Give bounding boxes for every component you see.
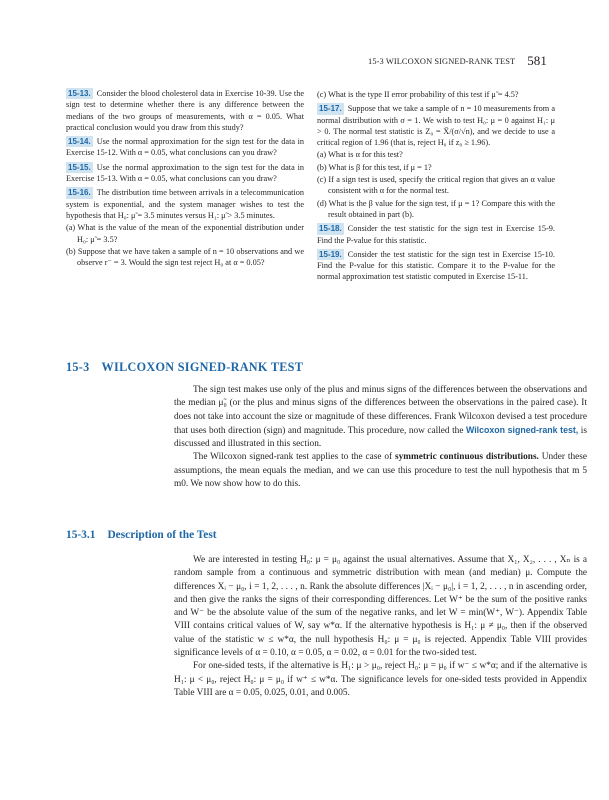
exercise-15-16 — [66, 187, 304, 268]
exercise-part: (d) What is the β value for the sign test, if μ = 1? Compare this with the result obtained in part (b). — [317, 198, 555, 219]
exercise-number: 15-18. — [319, 224, 342, 234]
section-number: 15-3 — [66, 360, 90, 374]
exercise-number: 15-14. — [68, 137, 91, 147]
exercise-15-17 — [317, 103, 555, 220]
exercise-part: (b) Suppose that we have taken a sample of n = 10 observations and we observe r⁻ = 3. Would the sign test reject H₀ at α = 0.05? — [66, 246, 304, 268]
exercise-text: Consider the test statistic for the sign test in Exercise 15-9. Find the P-value for this statistic. — [317, 224, 555, 245]
section-title: WILCOXON SIGNED-RANK TEST — [101, 360, 304, 374]
exercise-part: (a) What is the value of the mean of the exponential distribution under H₀: μ̃ = 3.5? — [66, 223, 304, 244]
exercise-text: Use the normal approximation to the sign test for the data in Exercise 15-13. With α = 0.05, what conclusions can you draw? — [66, 162, 304, 184]
exercise-15-18 — [317, 223, 555, 246]
exercise-part: (c) If a sign test is used, specify the critical region that gives an α value consistent with α for the normal test. — [317, 175, 555, 196]
exercise-number: 15-19. — [319, 249, 342, 259]
running-head-title: 15-3 WILCOXON SIGNED-RANK TEST — [368, 57, 516, 66]
paragraph-text: Under these assumptions, the mean equals the median, and we can use this procedure to test the null hypothesis that m 5 m0. We now show how to do this. — [174, 452, 587, 490]
exercise-part: (b) What is β for this test, if μ = 1? — [317, 162, 432, 172]
subsection-title: Description of the Test — [107, 529, 217, 541]
section-heading — [66, 360, 303, 375]
exercise-number: 15-16. — [68, 188, 91, 198]
exercises-right-column — [317, 88, 555, 286]
exercise-text: Consider the blood cholesterol data in Exercise 10-39. Use the sign test to determine whether there is any difference between the medians of the two groups of measurements, with α = 0.05. What practical conclusion would you draw from this study? — [66, 89, 304, 132]
exercise-text: The distribution time between arrivals in a telecommunication system is exponential, and the system manager wishes to test the hypothesis that H₀: μ̃ = 3.5 minutes versus H₁: μ̃ > 3.5 minutes. — [66, 188, 304, 220]
exercise-15-13 — [66, 88, 304, 133]
section-body — [174, 384, 587, 491]
exercise-number: 15-17. — [319, 104, 342, 114]
section-paragraph-1 — [174, 384, 587, 451]
exercise-text: Use the normal approximation for the sign test for the data in Exercise 15-12. With α = 0.05, what conclusions can you draw? — [66, 137, 304, 158]
exercises-left-column — [66, 88, 304, 271]
exercise-15-16-part-c — [317, 89, 555, 100]
keyword-symmetric-continuous: symmetric continuous distributions. — [394, 452, 539, 463]
keyword-wilcoxon-signed-rank: Wilcoxon signed-rank test, — [465, 424, 579, 435]
section-paragraph-2 — [174, 451, 587, 491]
paragraph-text: The sign test makes use only of the plus and minus signs of the differences between the observations and the median μ̃₀ (or the plus and minus signs of the differences between the observations in the paired case). It does not take into account the size or magnitude of these differences. Frank Wilcoxon devised a test procedure that uses both direction (sign) and magnitude. This procedure, now called the — [174, 385, 587, 436]
page-number: 581 — [527, 53, 547, 68]
subsection-body — [174, 554, 587, 700]
paragraph-text: is discussed and illustrated in this section. — [174, 425, 587, 450]
exercise-part: (a) What is α for this test? — [317, 150, 403, 160]
exercise-15-15 — [66, 162, 304, 185]
subsection-number: 15-3.1 — [66, 529, 96, 541]
exercise-text: Suppose that we take a sample of n = 10 measurements from a normal distribution with σ = 1. We wish to test H₀: μ = 0 against H₁: μ > 0. The normal test statistic is Z₀ = X̄/(σ/√n), and we decide to use a critical region of 1.96 (that is, reject H₀ if z₀ ≥ 1.96). — [317, 104, 555, 148]
exercise-text: Consider the test statistic for the sign test in Exercise 15-10. Find the P-value for this statistic. Compare it to the P-value for the normal approximation test statistic computed in Exercise 15-11. — [317, 249, 555, 282]
exercise-15-19 — [317, 249, 555, 283]
subsection-heading — [66, 529, 217, 541]
exercise-number: 15-15. — [68, 162, 91, 172]
subsection-paragraph-1: We are interested in testing H₀: μ = μ₀ against the usual alternatives. Assume that X₁, X₂, . . . , Xₙ is a random sample from a continuous and symmetric distribution with mean (and median) μ. Compute the differences Xᵢ − μ₀, i = 1, 2, . . . , n. Rank the absolute differences |Xᵢ − μ₀|, i = 1, 2, . . . , n in ascending order, and then give the ranks the signs of their corresponding differences. Let W⁺ be the sum of the positive ranks and W⁻ be the absolute value of the sum of the negative ranks, and let W = min(W⁺, W⁻). Appendix Table VIII contains critical values of W, say w*α. If the alternative hypothesis is H₁: μ ≠ μ₀, then if the observed value of the statistic w ≤ w*α, the null hypothesis H₀: μ = μ₀ is rejected. Appendix Table VIII provides significance levels of α = 0.10, α = 0.05, α = 0.02, α = 0.01 for the two-sided test. — [174, 555, 587, 659]
exercises-block — [66, 88, 555, 338]
subsection-paragraph-2: For one-sided tests, if the alternative is H₁: μ > μ₀, reject H₀: μ = μ₀ if w⁻ ≤ w*α; and if the alternative is H₁: μ < μ₀, reject H₀: μ = μ₀ if w⁺ ≤ w*α. The significance levels for one-sided tests provided in Appendix Table VIII are α = 0.05, 0.025, 0.01, and 0.005. — [174, 661, 587, 698]
exercise-part: (c) What is the type II error probability of this test if μ̃ = 4.5? — [317, 90, 519, 99]
running-head — [368, 53, 547, 69]
exercise-15-14 — [66, 136, 304, 159]
paragraph-text: The Wilcoxon signed-rank test applies to the case of — [193, 452, 395, 463]
exercise-number: 15-13. — [68, 89, 91, 98]
